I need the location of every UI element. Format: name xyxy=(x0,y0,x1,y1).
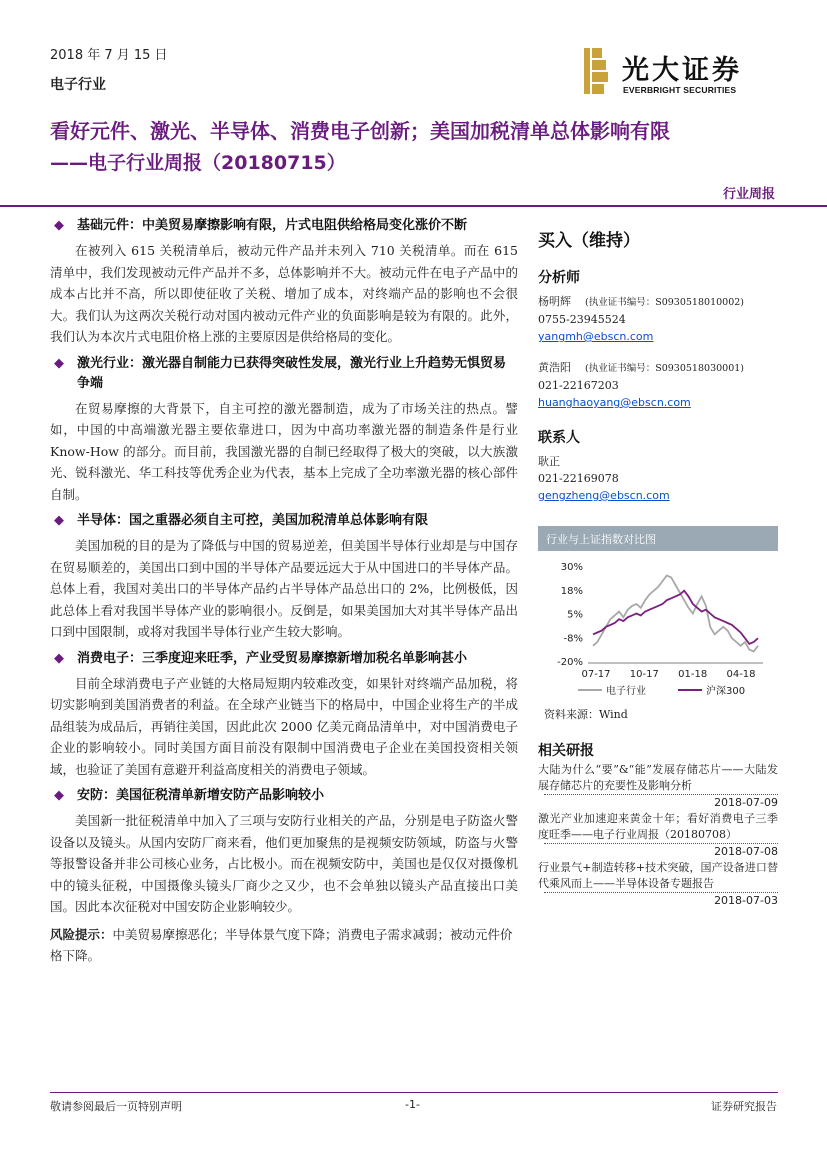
legend-label: 沪深300 xyxy=(706,686,746,697)
company-logo xyxy=(582,44,780,98)
section-body: 在被列入 615 关税清单后，被动元件产品并未列入 710 关税清单。而在 615 清单中，我们发现被动元件产品并不多，总体影响并不大。被动元件在电子产品中的成本占比并不高，所以即使征收了关税、增加了成本，对终端产品的影响也不会很大。我们认为这两次关税行动对国内被动元件产业的负面影响是较为有限的。此外，我们认为本次片式电阻价格上涨的主要原因是供给格局的变化。 xyxy=(50,243,518,344)
report-title: 看好元件、激光、半导体、消费电子创新；美国加税清单总体影响有限 xyxy=(50,119,670,143)
related-heading: 相关研报 xyxy=(538,743,594,759)
section-heading: ◆ 基础元件：中美贸易摩擦影响有限，片式电阻供给格局变化涨价不断 xyxy=(50,216,518,236)
related-date: 2018-07-09 xyxy=(544,794,778,811)
header-divider xyxy=(0,205,827,207)
x-tick-label: 10-17 xyxy=(629,669,659,680)
legend-label: 电子行业 xyxy=(606,686,646,697)
y-tick-label: -20% xyxy=(557,657,583,668)
analyst-card xyxy=(538,293,778,345)
related-date: 2018-07-08 xyxy=(544,843,778,860)
section-heading: ◆ 安防：美国征税清单新增安防产品影响较小 xyxy=(50,786,518,806)
risk-text: 中美贸易摩擦恶化；半导体景气度下降；消费电子需求减弱；被动元件价格下降。 xyxy=(50,926,513,963)
section-heading: ◆ 激光行业：激光器自制能力已获得突破性发展，激光行业上升趋势无惧贸易争端 xyxy=(54,355,507,391)
section-body: 美国新一批征税清单中加入了三项与安防行业相关的产品，分别是电子防盗火警设备以及镜头。从国内安防厂商来看，他们更加聚焦的是视频安防领域，防盗与火警等报警设备并非公司核心业务，占比极小。而在视频安防中，美国也是仅仅对摄像机中的镜头征税，中国摄像头镜头厂商少之又少，也不会单独以镜头产品直接出口美国。因此本次征税对中国安防企业影响较少。 xyxy=(50,813,518,914)
related-item[interactable] xyxy=(538,811,778,860)
section-body: 在贸易摩擦的大背景下，自主可控的激光器制造，成为了市场关注的热点。譬如，中国的中高端激光器主要依靠进口，因为中高功率激光器的制造条件是行业 Know-How 的部分。而目前，我国激光器的自制已经取得了极大的突破，以大族激光、锐科激光、华工科技等优秀企业为代表，基本上完成了全功率激光器的核心部件自制。 xyxy=(50,400,518,502)
main-content xyxy=(50,216,518,967)
section-laser xyxy=(50,354,518,506)
analyst-card xyxy=(538,359,778,411)
y-tick-label: 5% xyxy=(567,609,583,621)
analyst-cert: (执业证书编号：S0930518010002) xyxy=(585,297,744,308)
contact-name: 耿正 xyxy=(538,455,560,468)
x-tick-label: 01-18 xyxy=(678,669,708,680)
analyst-cert: (执业证书编号：S0930518030001) xyxy=(585,363,744,374)
x-tick-label: 07-17 xyxy=(581,669,611,680)
diamond-bullet-icon: ◆ xyxy=(54,788,64,803)
section-heading: ◆ 消费电子：三季度迎来旺季，产业受贸易摩擦新增加税名单影响甚小 xyxy=(50,649,518,669)
section-components xyxy=(50,216,518,348)
section-body: 美国加税的目的是为了降低与中国的贸易逆差，但美国半导体行业却是与中国存在贸易顺差的，美国出口到中国的半导体产品要远远大于从中国进口的半导体产品。总体上看，我国对美出口的半导体产品约占半导体产品总出口的 2%，比例极低，因此总体上看对我国半导体产业的影响很小。反倒是，如果美国加大对其半导体产品出口到中国限制，或将对我国半导体行业产生较大影响。 xyxy=(50,538,518,639)
related-title: 激光产业加速迎来黄金十年；看好消费电子三季度旺季——电子行业周报（20180708） xyxy=(538,812,778,841)
report-subtitle: ——电子行业周报（20180715） xyxy=(50,152,346,174)
section-security xyxy=(50,786,518,918)
diamond-bullet-icon: ◆ xyxy=(54,355,64,371)
analyst-email-link[interactable]: yangmh@ebscn.com xyxy=(538,330,654,343)
series-line xyxy=(593,591,758,644)
section-body: 目前全球消费电子产业链的大格局短期内较难改变，如果针对终端产品加税，将切实影响到美国消费者的利益。在全球产业链当下的格局中，中国企业将生产的半成品组装为成品后，再销往美国，因此此次 2000 亿美元商品清单中，对中国消费电子企业的影响较小。同时美国方面目前没有限制中国消费电子企业在美国投资相关领域，也验证了美国有意避开利益高度相关的消费电子领域。 xyxy=(50,675,518,777)
logo-name-cn: 光大证券 xyxy=(622,55,742,86)
industry-label: 电子行业 xyxy=(50,77,106,93)
related-research xyxy=(538,740,778,909)
diamond-bullet-icon: ◆ xyxy=(54,218,64,233)
related-title: 行业景气+制造转移+技术突破，国产设备进口替代乘风而上——半导体设备专题报告 xyxy=(538,861,778,890)
contact-phone: 021-22169078 xyxy=(538,472,619,485)
section-heading: ◆ 半导体：国之重器必须自主可控，美国加税清单总体影响有限 xyxy=(50,511,518,531)
analyst-name: 黄浩阳 xyxy=(538,361,571,374)
risk-notice xyxy=(50,924,518,967)
contact-email-link[interactable]: gengzheng@ebscn.com xyxy=(538,489,670,502)
logo-mark-icon xyxy=(582,46,614,96)
analyst-email-link[interactable]: huanghaoyang@ebscn.com xyxy=(538,396,691,409)
related-title: 大陆为什么“要”&“能”发展存储芯片——大陆发展存储芯片的充要性及影响分析 xyxy=(538,763,778,792)
chart-plot xyxy=(538,554,778,704)
chart-title: 行业与上证指数对比图 xyxy=(546,533,656,546)
analyst-phone: 021-22167203 xyxy=(538,379,619,392)
page-number: -1- xyxy=(405,1098,420,1111)
section-semiconductor xyxy=(50,511,518,643)
sidebar xyxy=(538,216,778,504)
diamond-bullet-icon: ◆ xyxy=(54,513,64,528)
y-tick-label: -8% xyxy=(563,633,583,645)
contact-heading: 联系人 xyxy=(538,430,580,446)
y-tick-label: 30% xyxy=(560,562,583,573)
series-line xyxy=(593,576,758,652)
section-consumer-electronics xyxy=(50,649,518,781)
footer-label: 证券研究报告 xyxy=(711,1100,777,1113)
risk-label: 风险提示： xyxy=(50,926,113,942)
report-type-label: 行业周报 xyxy=(722,187,775,202)
related-item[interactable] xyxy=(538,762,778,811)
rating: 买入（维持） xyxy=(538,231,640,251)
chart-source: 资料来源：Wind xyxy=(544,708,628,721)
report-date: 2018 年 7 月 15 日 xyxy=(50,48,168,63)
logo-name-en: EVERBRIGHT SECURITIES xyxy=(623,85,737,95)
contact-card xyxy=(538,453,778,504)
y-tick-label: 18% xyxy=(560,585,583,597)
analyst-phone: 0755-23945524 xyxy=(538,313,626,326)
footer-disclaimer: 敬请参阅最后一页特别声明 xyxy=(50,1100,182,1113)
footer-divider xyxy=(50,1092,778,1093)
analyst-heading: 分析师 xyxy=(538,270,580,286)
x-tick-label: 04-18 xyxy=(726,669,756,680)
related-item[interactable] xyxy=(538,860,778,909)
analyst-name: 杨明辉 xyxy=(538,295,571,308)
related-date: 2018-07-03 xyxy=(544,892,778,909)
comparison-chart xyxy=(538,526,778,726)
diamond-bullet-icon: ◆ xyxy=(54,650,64,666)
